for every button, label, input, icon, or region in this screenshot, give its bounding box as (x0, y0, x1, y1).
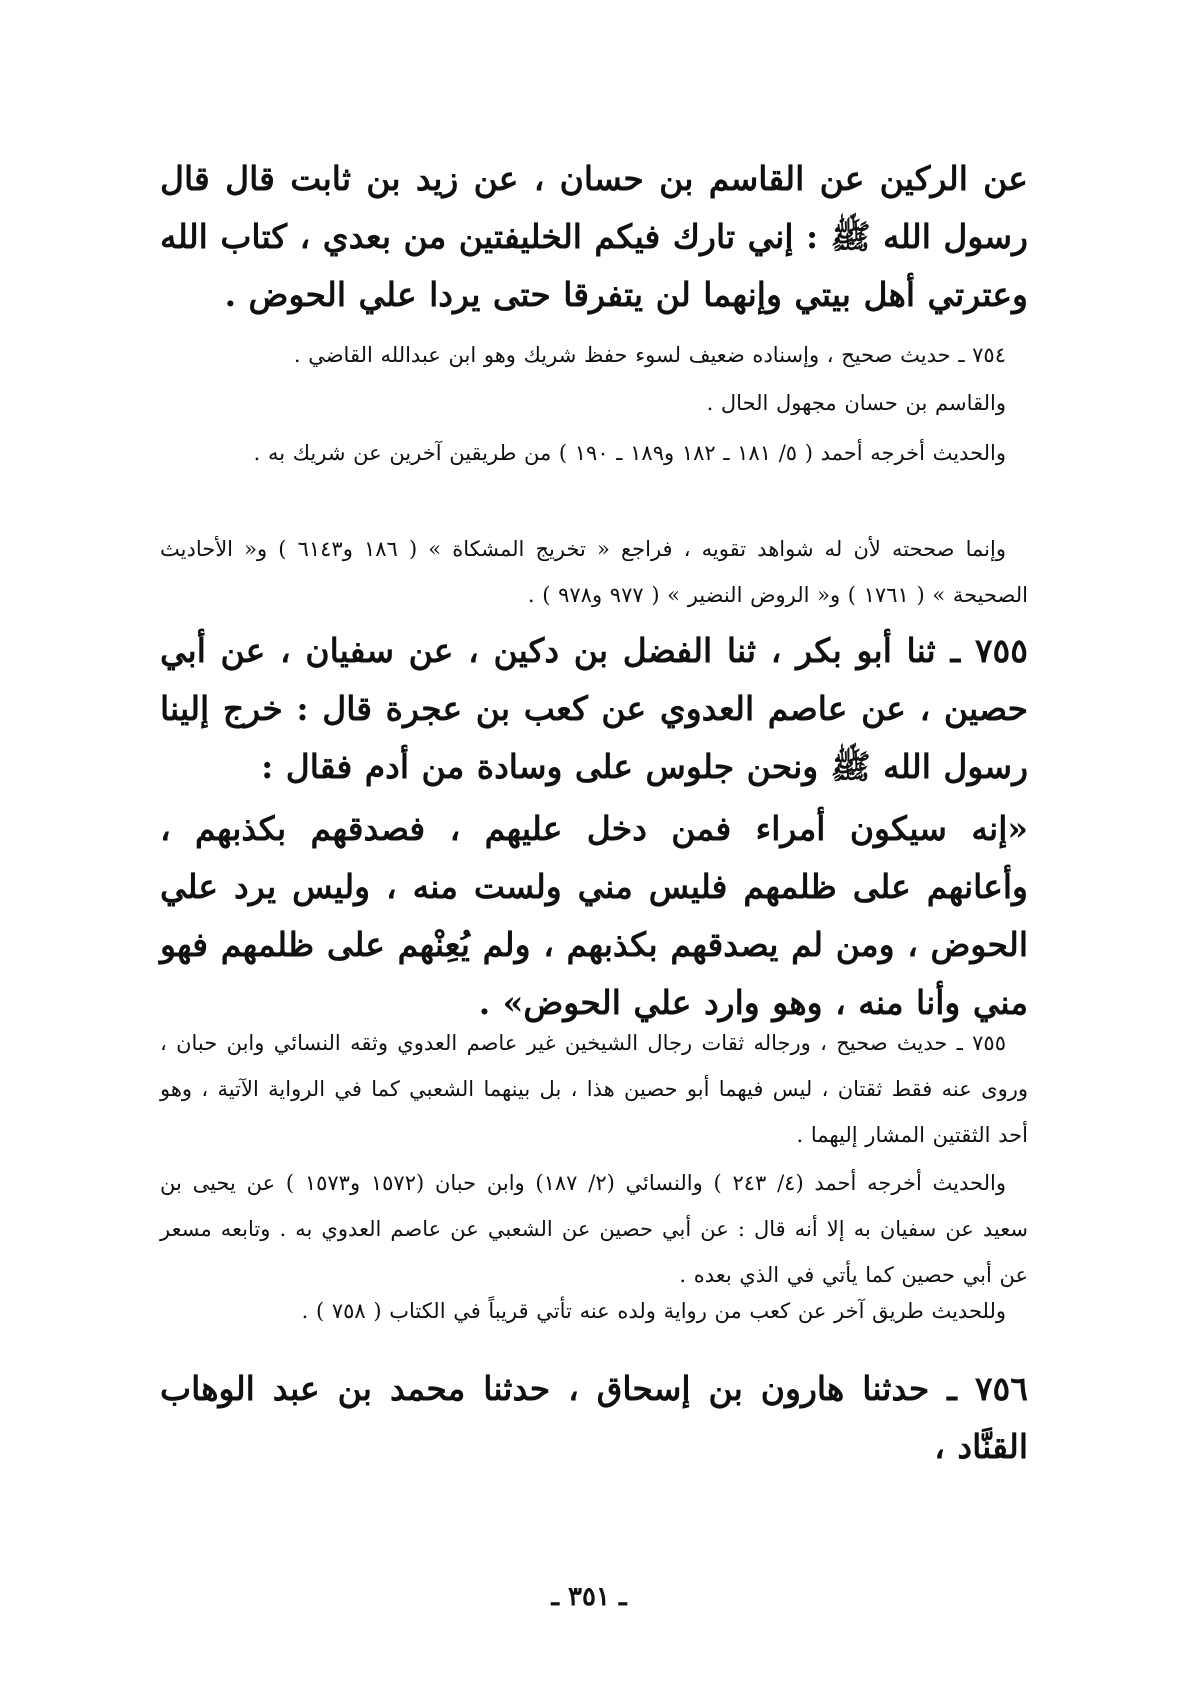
footnote-755-para2: والحديث أخرجه أحمد (٤/ ٢٤٣ ) والنسائي (٢/ ١٨٧) وابن حبان (١٥٧٢ و١٥٧٣ ) عن يحيى بن سعيد عن سفيان به إلا أنه قال : عن أبي حصين عن الشعبي عن عاصم العدوي به . وتابعه مسعر عن أبي حصين كما يأتي في الذي بعده . (160, 1171, 1028, 1287)
hadith-756-isnad: ٧٥٦ ـ حدثنا هارون بن إسحاق ، حدثنا محمد بن عبد الوهاب القنَّاد ، (160, 1369, 1028, 1466)
footnote-754-line1: ٧٥٤ ـ حديث صحيح ، وإسناده ضعيف لسوء حفظ شريك وهو ابن عبدالله القاضي . (293, 343, 1006, 367)
footnote-754-para2: والحديث أخرجه أحمد ( ٥/ ١٨١ ـ ١٨٢ و١٨٩ ـ ١٩٠ ) من طريقين آخرين عن شريك به . (253, 441, 1006, 465)
footnote-754-line2: والقاسم بن حسان مجهول الحال . (706, 391, 1006, 415)
hadith-753-continuation: عن الركين عن القاسم بن حسان ، عن زيد بن ثابت قال قال رسول الله ﷺ : إني تارك فيكم الخليفتين من بعدي ، كتاب الله وعترتي أهل بيتي وإنهما لن يتفرقا حتى يردا علي الحوض . (160, 159, 1028, 314)
page-number: ـ ٣٥١ ـ (551, 1582, 627, 1612)
hadith-755-matn: «إنه سيكون أمراء فمن دخل عليهم ، فصدقهم بكذبهم ، وأعانهم على ظلمهم فليس مني ولست منه ، وليس يرد علي الحوض ، ومن لم يصدقهم بكذبهم ، ولم يُعِنْهم على ظلمهم فهو مني وأنا منه ، وهو وارد علي الحوض» . (160, 809, 1029, 1022)
footnote-754-para3: وإنما صححته لأن له شواهد تقويه ، فراجع « تخريج المشكاة » ( ١٨٦ و٦١٤٣ ) و« الأحاديث الصحيحة » ( ١٧٦١ ) و« الروض النضير » ( ٩٧٧ و٩٧٨ ) . (160, 537, 1028, 607)
footnote-755-para1: ٧٥٥ ـ حديث صحيح ، ورجاله ثقات رجال الشيخين غير عاصم العدوي وثقه النسائي وابن حبان ، وروى عنه فقط ثقتان ، ليس فيهما أبو حصين هذا ، بل بينهما الشعبي كما في الرواية الآتية ، وهو أحد الثقتين المشار إليهما . (160, 1031, 1028, 1147)
footnote-755-para3: وللحديث طريق آخر عن كعب من رواية ولده عنه تأتي قريباً في الكتاب ( ٧٥٨ ) . (301, 1299, 1006, 1323)
hadith-755-isnad: ٧٥٥ ـ ثنا أبو بكر ، ثنا الفضل بن دكين ، عن سفيان ، عن أبي حصين ، عن عاصم العدوي عن كعب بن عجرة قال : خرج إلينا رسول الله ﷺ ونحن جلوس على وسادة من أدم فقال : (160, 631, 1028, 786)
